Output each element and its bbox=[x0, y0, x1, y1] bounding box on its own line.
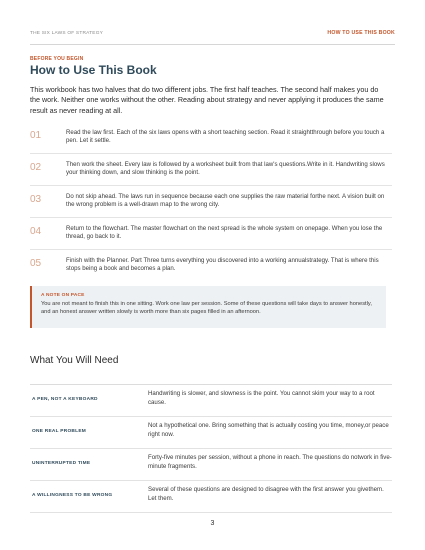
need-description: Forty-five minutes per session, without a phone in reach. The questions do notwork in five-minute fragments. bbox=[148, 454, 392, 470]
needs-table bbox=[30, 384, 392, 513]
section-title: HOW TO USE THIS BOOK bbox=[327, 30, 395, 36]
need-description: Several of these questions are designed to disagree with the first answer you givethem. Let them. bbox=[148, 486, 384, 502]
step-number: 03 bbox=[30, 194, 42, 205]
need-item: A PEN, NOT A KEYBOARD bbox=[32, 397, 98, 402]
note-body: You are not meant to finish this in one sitting. Work one law per session. Some of these questions will take days to answer honestly, and an honest answer written slowly is worth more than six pages filled in an afternoon. bbox=[41, 301, 372, 315]
eyebrow-label: BEFORE YOU BEGIN bbox=[30, 56, 84, 62]
needs-heading: What You Will Need bbox=[30, 355, 119, 366]
step-text: Read the law first. Each of the six laws opens with a short teaching section. Read it straightthrough before you touch a pen. Let it settle. bbox=[66, 129, 385, 145]
step-text: Do not skip ahead. The laws run in sequence because each one supplies the raw material forthe next. A vision built on the wrong problem is a well-drawn map to the wrong city. bbox=[66, 193, 385, 209]
needs-row bbox=[30, 417, 392, 449]
need-item: ONE REAL PROBLEM bbox=[32, 429, 87, 434]
book-title: THE SIX LAWS OF STRATEGY bbox=[30, 31, 104, 36]
step-number: 02 bbox=[30, 162, 42, 173]
step-item bbox=[30, 160, 392, 186]
step-text: Then work the sheet. Every law is followed by a worksheet built from that law's questions.Write in it. Handwriting slows your thinking down, and slow thinking is the point. bbox=[66, 161, 385, 177]
need-item: A WILLINGNESS TO BE WRONG bbox=[32, 493, 113, 498]
step-item bbox=[30, 128, 392, 154]
need-description: Handwriting is slower, and slowness is the point. You cannot skim your way to a root cause. bbox=[148, 390, 375, 406]
step-item bbox=[30, 256, 392, 281]
step-number: 05 bbox=[30, 258, 42, 269]
step-item bbox=[30, 192, 392, 218]
step-number: 04 bbox=[30, 226, 42, 237]
need-description: Not a hypothetical one. Bring something that is actually costing you time, money,or peace right now. bbox=[148, 422, 389, 438]
intro-paragraph: This workbook has two halves that do two different jobs. The first half teaches. The second half makes you do the work. Neither one works without the other. Reading about strategy and never applying it produces the same result as never reading at all. bbox=[30, 85, 384, 115]
step-number: 01 bbox=[30, 130, 42, 141]
step-text: Finish with the Planner. Part Three turns everything you discovered into a working annualstrategy. That is where this stops being a book and becomes a plan. bbox=[66, 257, 379, 273]
needs-row bbox=[30, 481, 392, 513]
need-item: UNINTERRUPTED TIME bbox=[32, 461, 91, 466]
running-header bbox=[30, 30, 395, 45]
note-label: A NOTE ON PACE bbox=[41, 293, 85, 298]
page-title: How to Use This Book bbox=[30, 63, 157, 77]
needs-row bbox=[30, 449, 392, 481]
needs-row bbox=[30, 385, 392, 417]
page-number: 3 bbox=[210, 520, 215, 527]
steps-list bbox=[30, 128, 392, 287]
step-text: Return to the flowchart. The master flowchart on the next spread is the whole system on onepage. When you lose the thread, go back to it. bbox=[66, 225, 383, 241]
step-item bbox=[30, 224, 392, 250]
pace-note-callout bbox=[30, 286, 386, 328]
